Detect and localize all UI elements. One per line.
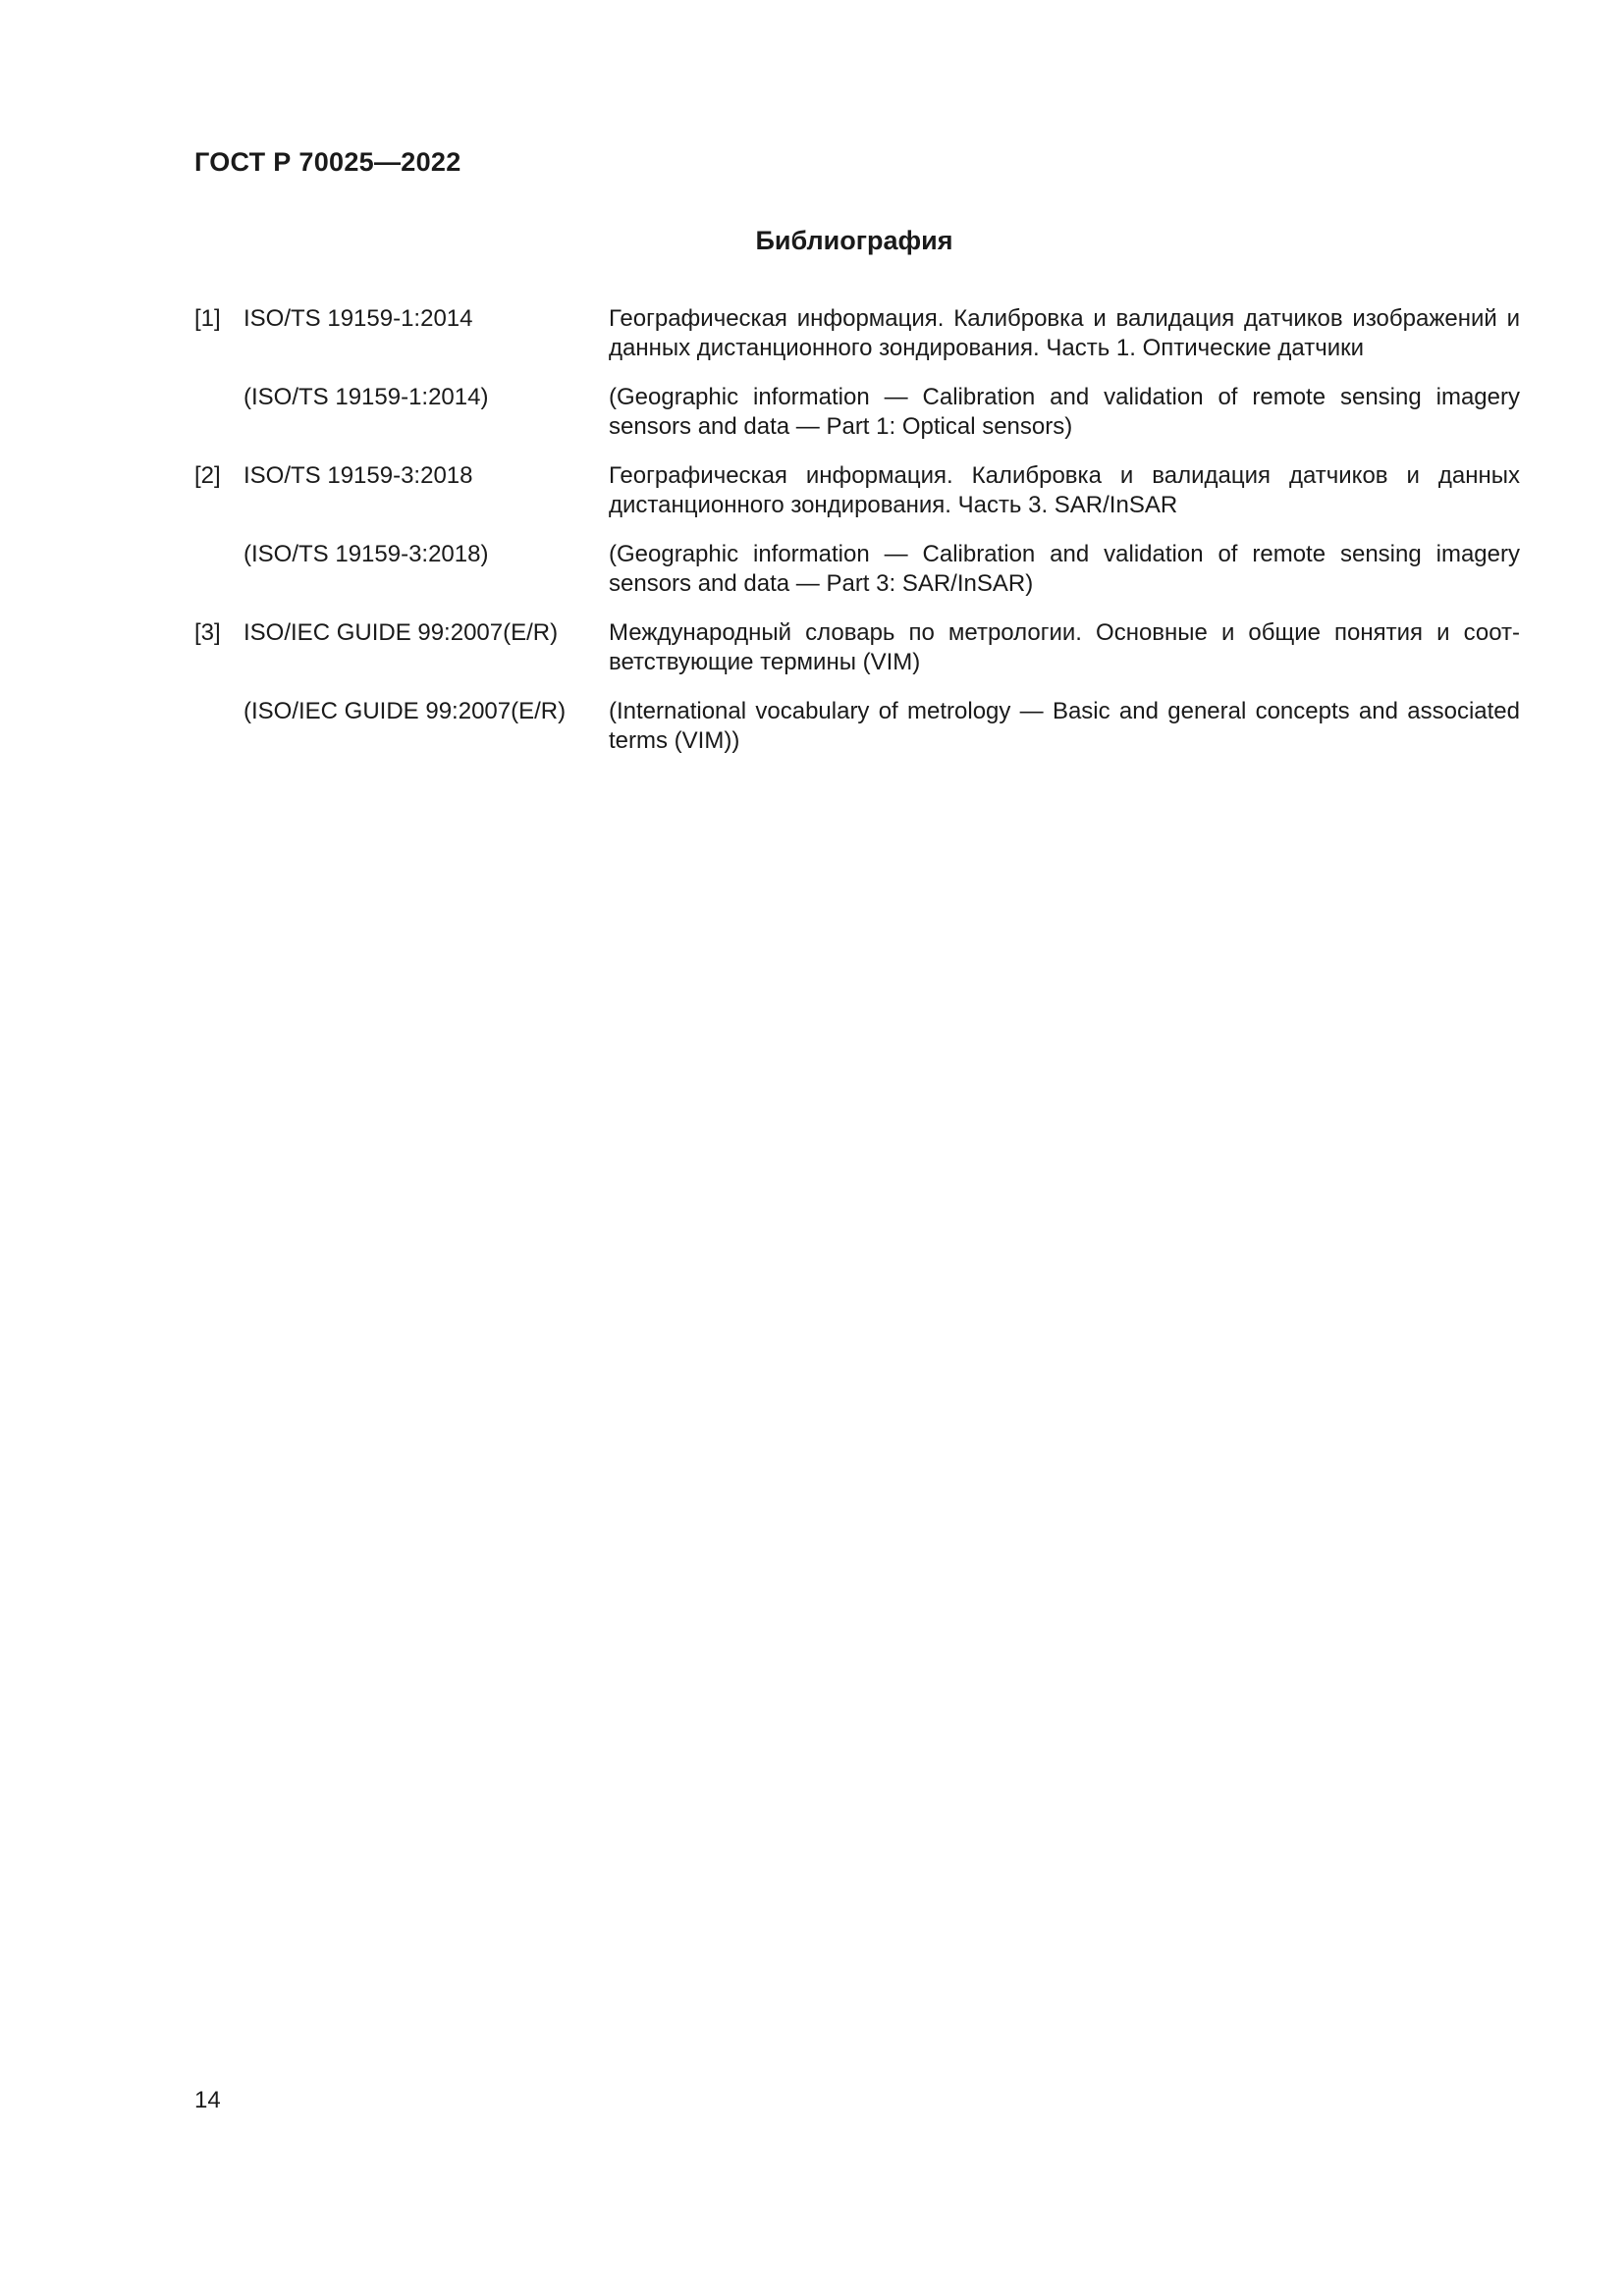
- entry-description: Международный словарь по метрологии. Основные и общие понятия и соот-ветствующие термины (VIM): [609, 619, 1520, 675]
- entry-standard-code: ISO/TS 19159-3:2018: [244, 462, 473, 489]
- entry-number: [3]: [194, 619, 221, 646]
- entry-description: Географическая информация. Калибровка и валидация датчиков изображений и данных дистанционного зондирования. Часть 1. Оптические датчики: [609, 305, 1520, 361]
- bibliography-entry: [194, 304, 1520, 363]
- entry-standard-code: (ISO/TS 19159-1:2014): [244, 384, 489, 410]
- bibliography-list: [194, 304, 1520, 775]
- bibliography-entry: [194, 697, 1520, 756]
- entry-description: Географическая информация. Калибровка и валидация датчиков и данных дистанционного зондирования. Часть 3. SAR/InSAR: [609, 462, 1520, 518]
- entry-standard-code: (ISO/TS 19159-3:2018): [244, 541, 489, 567]
- entry-description: (Geographic information — Calibration and validation of remote sensing imagery sensors and data — Part 3: SAR/InSAR): [609, 541, 1520, 597]
- entry-number: [2]: [194, 462, 221, 489]
- entry-description: (Geographic information — Calibration and validation of remote sensing imagery sensors and data — Part 1: Optical sensors): [609, 384, 1520, 440]
- entry-standard-code: ISO/TS 19159-1:2014: [244, 305, 473, 332]
- entry-number: [1]: [194, 305, 221, 332]
- entry-description: (International vocabulary of metrology — Basic and general concepts and associated terms (VIM)): [609, 698, 1520, 754]
- bibliography-entry: [194, 461, 1520, 520]
- document-code-header: ГОСТ Р 70025—2022: [194, 147, 461, 177]
- entry-standard-code: (ISO/IEC GUIDE 99:2007(E/R): [244, 698, 567, 724]
- entry-standard-code: ISO/IEC GUIDE 99:2007(E/R): [244, 619, 559, 646]
- section-title: Библиография: [755, 226, 953, 255]
- bibliography-entry: [194, 383, 1520, 442]
- bibliography-entry: [194, 540, 1520, 599]
- bibliography-entry: [194, 618, 1520, 677]
- page-number: 14: [194, 2087, 221, 2113]
